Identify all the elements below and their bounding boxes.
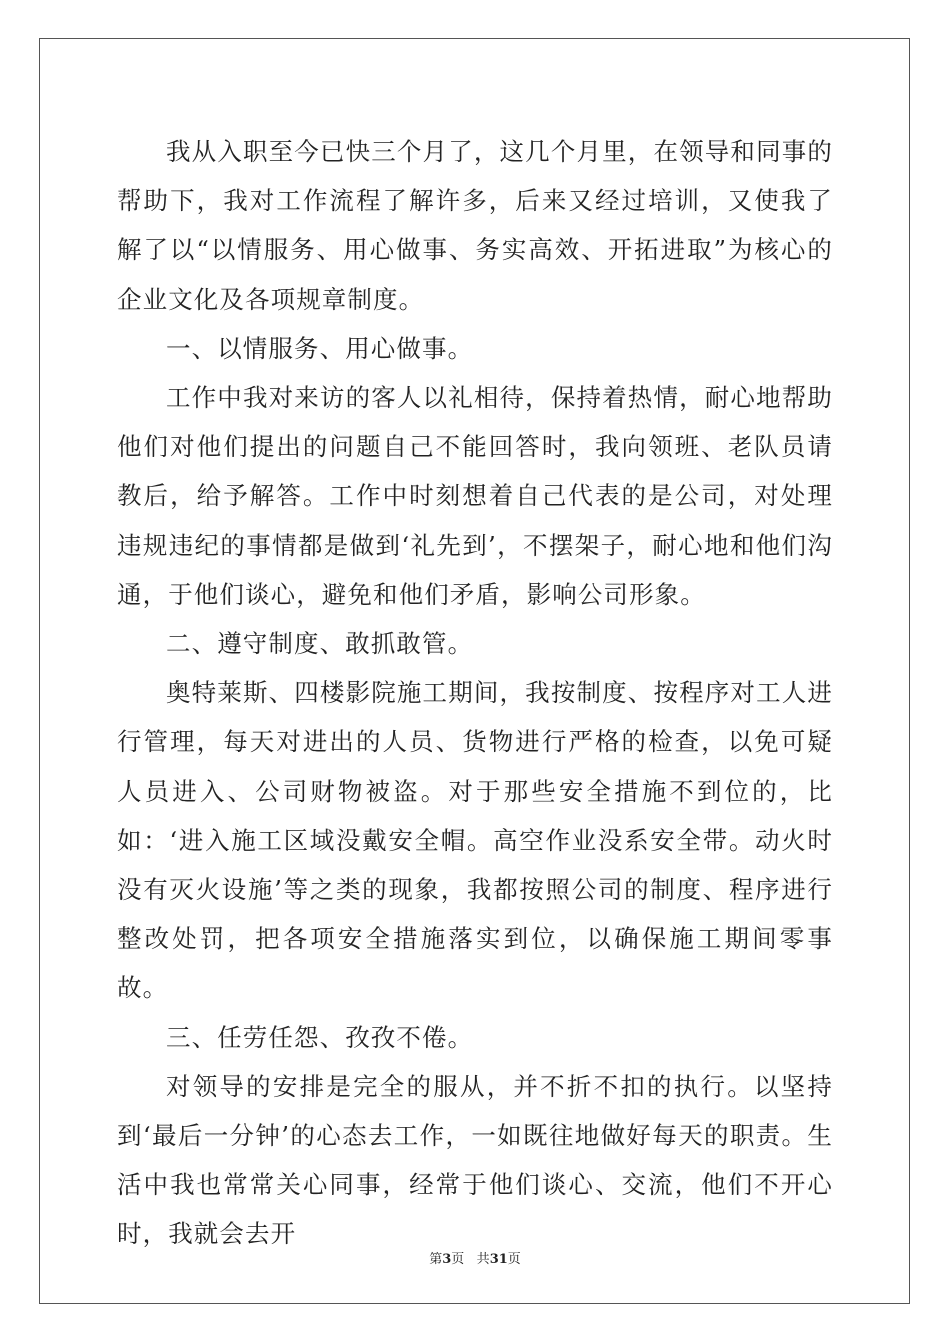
page-total: 31 (489, 1252, 508, 1267)
section-heading-2: 二、遵守制度、敢抓敢管。 (166, 629, 474, 659)
paragraph-section-3: 对领导的安排是完全的服从，并不折不扣的执行。以坚持到‘最后一分钟’的心态去工作，一如既往地做好每天的职责。生活中我也常常关心同事，经常于他们谈心、交流，他们不开心时，我就会去开 (117, 1071, 833, 1249)
total-prefix: 共 (476, 1252, 490, 1267)
section-heading-1: 一、以情服务、用心做事。 (166, 333, 474, 363)
paragraph-section-1: 工作中我对来访的客人以礼相待，保持着热情，耐心地帮助他们对他们提出的问题自己不能回答时，我向领班、老队员请教后，给予解答。工作中时刻想着自己代表的是公司，对处理违规违纪的事情都是做到‘礼先到’，不摆架子，耐心地和他们沟通，于他们谈心，避免和他们矛盾，影响公司形象。 (117, 383, 833, 609)
page-prefix: 第 (429, 1252, 443, 1267)
page-current: 3 (442, 1252, 452, 1267)
page-footer (0, 1248, 950, 1267)
document-body (117, 127, 833, 1259)
total-unit: 页 (507, 1252, 521, 1267)
section-heading-3: 三、任劳任怨、孜孜不倦。 (166, 1022, 474, 1052)
paragraph-section-2: 奥特莱斯、四楼影院施工期间，我按制度、按程序对工人进行管理，每天对进出的人员、货物进行严格的检查，以免可疑人员进入、公司财物被盗。对于那些安全措施不到位的，比如：‘进入施工区域没戴安全帽。高空作业没系安全带。动火时没有灭火设施’等之类的现象，我都按照公司的制度、程序进行整改处罚，把各项安全措施落实到位，以确保施工期间零事故。 (117, 678, 833, 1003)
paragraph-intro: 我从入职至今已快三个月了，这几个月里，在领导和同事的帮助下，我对工作流程了解许多，后来又经过培训，又使我了解了以“以情服务、用心做事、务实高效、开拓进取”为核心的企业文化及各项规章制度。 (117, 137, 833, 314)
page-unit: 页 (451, 1252, 465, 1267)
